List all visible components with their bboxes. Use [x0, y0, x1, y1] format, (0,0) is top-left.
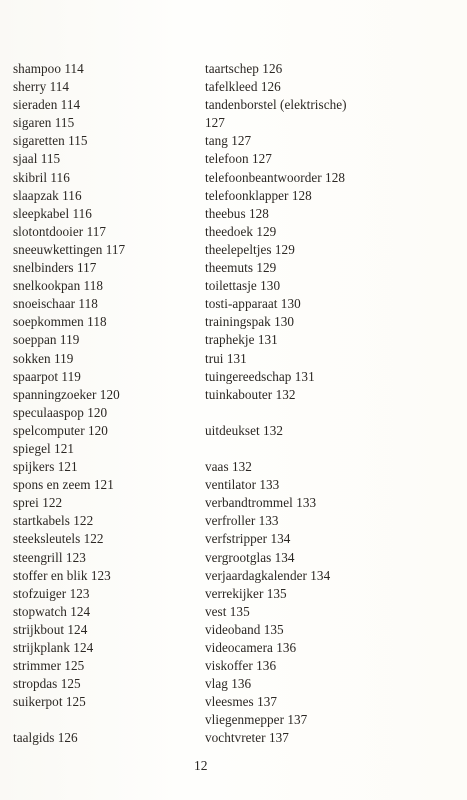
index-entry: sprei 122	[13, 495, 63, 511]
index-entry: sieraden 114	[13, 97, 81, 113]
index-entry: stofzuiger 123	[13, 585, 90, 601]
index-entry: videocamera 136	[205, 640, 297, 655]
index-entry: stopwatch 124	[13, 603, 91, 619]
index-entry: vliegenmepper 137	[205, 712, 308, 728]
index-entry: vergrootglas 134	[205, 549, 295, 565]
index-entry: verfstripper 134	[205, 531, 291, 547]
index-entry: vaas 132	[205, 459, 252, 475]
index-entry: traphekje 131	[205, 332, 278, 348]
index-entry: slaapzak 116	[13, 187, 82, 203]
index-entry: sigaretten 115	[13, 133, 88, 149]
index-column-left	[13, 60, 198, 748]
index-entry: sokken 119	[13, 350, 74, 366]
index-entry: telefoon 127	[205, 151, 272, 167]
index-entry: soeppan 119	[13, 332, 80, 348]
index-entry: tosti-apparaat 130	[205, 296, 301, 312]
index-entry: theedoek 129	[205, 223, 277, 239]
index-entry: trainingspak 130	[205, 314, 295, 330]
index-entry: snelkookpan 118	[13, 278, 103, 294]
index-entry: verrekijker 135	[205, 585, 287, 601]
index-entry: snoeischaar 118	[13, 296, 98, 312]
index-entry: startkabels 122	[13, 513, 94, 529]
index-entry: taartschep 126	[205, 61, 283, 76]
index-entry: strijkbout 124	[13, 621, 88, 637]
index-entry: sleepkabel 116	[13, 205, 92, 221]
index-entry: verbandtrommel 133	[205, 495, 317, 511]
index-entry: spijkers 121	[13, 459, 78, 475]
index-entry: sherry 114	[13, 79, 70, 95]
index-entry: telefoonklapper 128	[205, 187, 312, 203]
index-entry: spons en zeem 121	[13, 477, 114, 493]
index-entry: theemuts 129	[205, 260, 277, 276]
index-column-right	[205, 60, 395, 748]
index-spacer	[205, 404, 395, 422]
index-entry: sneeuwkettingen 117	[13, 241, 126, 257]
index-entry: verjaardagkalender 134	[205, 567, 331, 583]
index-entry: trui 131	[205, 350, 247, 366]
index-entry: theelepeltjes 129	[205, 241, 295, 257]
index-entry: 127	[205, 115, 225, 131]
index-entry: stoffer en blik 123	[13, 567, 111, 583]
index-entry: tafelkleed 126	[205, 79, 281, 95]
index-entry: tuinkabouter 132	[205, 386, 296, 402]
index-entry: tang 127	[205, 133, 252, 149]
index-entry: soepkommen 118	[13, 314, 107, 330]
index-entry: taalgids 126	[13, 730, 78, 746]
index-entry: verfroller 133	[205, 513, 279, 529]
index-entry: steengrill 123	[13, 549, 86, 565]
index-entry: slotontdooier 117	[13, 223, 107, 239]
index-entry: telefoonbeantwoorder 128	[205, 169, 345, 185]
index-spacer	[13, 711, 198, 729]
index-entry: toilettasje 130	[205, 278, 281, 294]
index-entry: vochtvreter 137	[205, 730, 289, 746]
index-entry: vlag 136	[205, 676, 252, 692]
index-entry: vleesmes 137	[205, 694, 278, 710]
index-entry: ventilator 133	[205, 477, 280, 493]
index-entry: spanningzoeker 120	[13, 386, 120, 402]
index-entry: strimmer 125	[13, 658, 85, 674]
index-entry: snelbinders 117	[13, 260, 97, 276]
index-entry: strijkplank 124	[13, 640, 94, 655]
index-entry: uitdeukset 132	[205, 422, 283, 438]
index-entry: skibril 116	[13, 169, 70, 185]
index-entry: videoband 135	[205, 621, 284, 637]
index-entry: viskoffer 136	[205, 658, 277, 674]
index-entry: vest 135	[205, 603, 250, 619]
index-entry: spaarpot 119	[13, 368, 81, 384]
index-entry: stropdas 125	[13, 676, 81, 692]
index-entry: theebus 128	[205, 205, 269, 221]
index-entry: shampoo 114	[13, 61, 84, 76]
index-entry: speculaaspop 120	[13, 404, 108, 420]
index-spacer	[205, 440, 395, 458]
index-entry: suikerpot 125	[13, 694, 86, 710]
index-entry: tuingereedschap 131	[205, 368, 315, 384]
index-entry: spelcomputer 120	[13, 422, 108, 438]
index-entry: tandenborstel (elektrische)	[205, 97, 347, 113]
index-entry: sjaal 115	[13, 151, 61, 167]
index-entry: sigaren 115	[13, 115, 75, 131]
page-number: 12	[194, 758, 208, 773]
index-entry: spiegel 121	[13, 440, 74, 456]
index-entry: steeksleutels 122	[13, 531, 104, 547]
